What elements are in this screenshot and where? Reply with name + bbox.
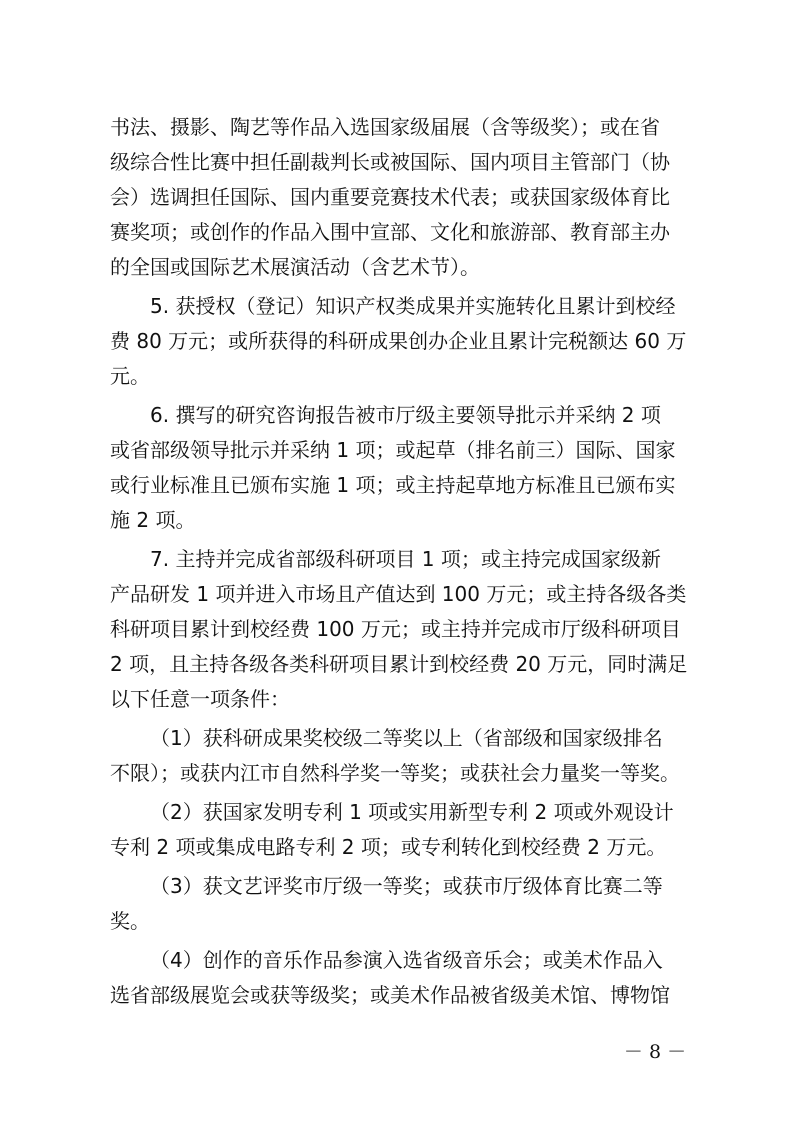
body-text bbox=[110, 110, 690, 1013]
text-line: 施 2 项。 bbox=[110, 508, 196, 532]
text-line: 或省部级领导批示并采纳 1 项；或起草（排名前三）国际、国家 bbox=[110, 438, 676, 462]
text-line: 5. 获授权（登记）知识产权类成果并实施转化且累计到校经 bbox=[150, 294, 676, 318]
text-line: 以下任意一项条件： bbox=[110, 687, 290, 711]
text-line: 不限）；或获内江市自然科学奖一等奖；或获社会力量奖一等奖。 bbox=[110, 761, 680, 785]
text-line: 科研项目累计到校经费 100 万元；或主持并完成市厅级科研项目 bbox=[110, 617, 681, 641]
text-line: 元。 bbox=[110, 364, 150, 388]
page-number: － 8 － bbox=[623, 1041, 687, 1063]
text-line: （2）获国家发明专利 1 项或实用新型专利 2 项或外观设计 bbox=[150, 800, 674, 824]
text-line: 专利 2 项或集成电路专利 2 项；或专利转化到校经费 2 万元。 bbox=[110, 835, 667, 859]
text-line: 书法、摄影、陶艺等作品入选国家级届展（含等级奖）；或在省 bbox=[110, 115, 660, 139]
text-line: 赛奖项；或创作的作品入围中宣部、文化和旅游部、教育部主办 bbox=[110, 220, 670, 244]
text-line: 费 80 万元；或所获得的科研成果创办企业且累计完税额达 60 万 bbox=[110, 329, 687, 353]
text-line: 选省部级展览会或获等级奖；或美术作品被省级美术馆、博物馆 bbox=[110, 983, 670, 1007]
text-line: 会）选调担任国际、国内重要竞赛技术代表；或获国家级体育比 bbox=[110, 185, 670, 209]
text-line: 的全国或国际艺术展演活动（含艺术节）。 bbox=[110, 255, 480, 279]
text-line: 6. 撰写的研究咨询报告被市厅级主要领导批示并采纳 2 项 bbox=[150, 403, 661, 427]
text-line: （4）创作的音乐作品参演入选省级音乐会；或美术作品入 bbox=[150, 948, 663, 972]
text-line: （1）获科研成果奖校级二等奖以上（省部级和国家级排名 bbox=[150, 726, 663, 750]
text-line: （3）获文艺评奖市厅级一等奖；或获市厅级体育比赛二等 bbox=[150, 874, 663, 898]
text-line: 2 项，且主持各级各类科研项目累计到校经费 20 万元，同时满足 bbox=[110, 652, 688, 676]
text-line: 产品研发 1 项并进入市场且产值达到 100 万元；或主持各级各类 bbox=[110, 582, 687, 606]
text-line: 7. 主持并完成省部级科研项目 1 项；或主持完成国家级新 bbox=[150, 547, 661, 571]
text-line: 奖。 bbox=[110, 909, 150, 933]
text-line: 或行业标准且已颁布实施 1 项；或主持起草地方标准且已颁布实 bbox=[110, 473, 676, 497]
text-line: 级综合性比赛中担任副裁判长或被国际、国内项目主管部门（协 bbox=[110, 150, 670, 174]
